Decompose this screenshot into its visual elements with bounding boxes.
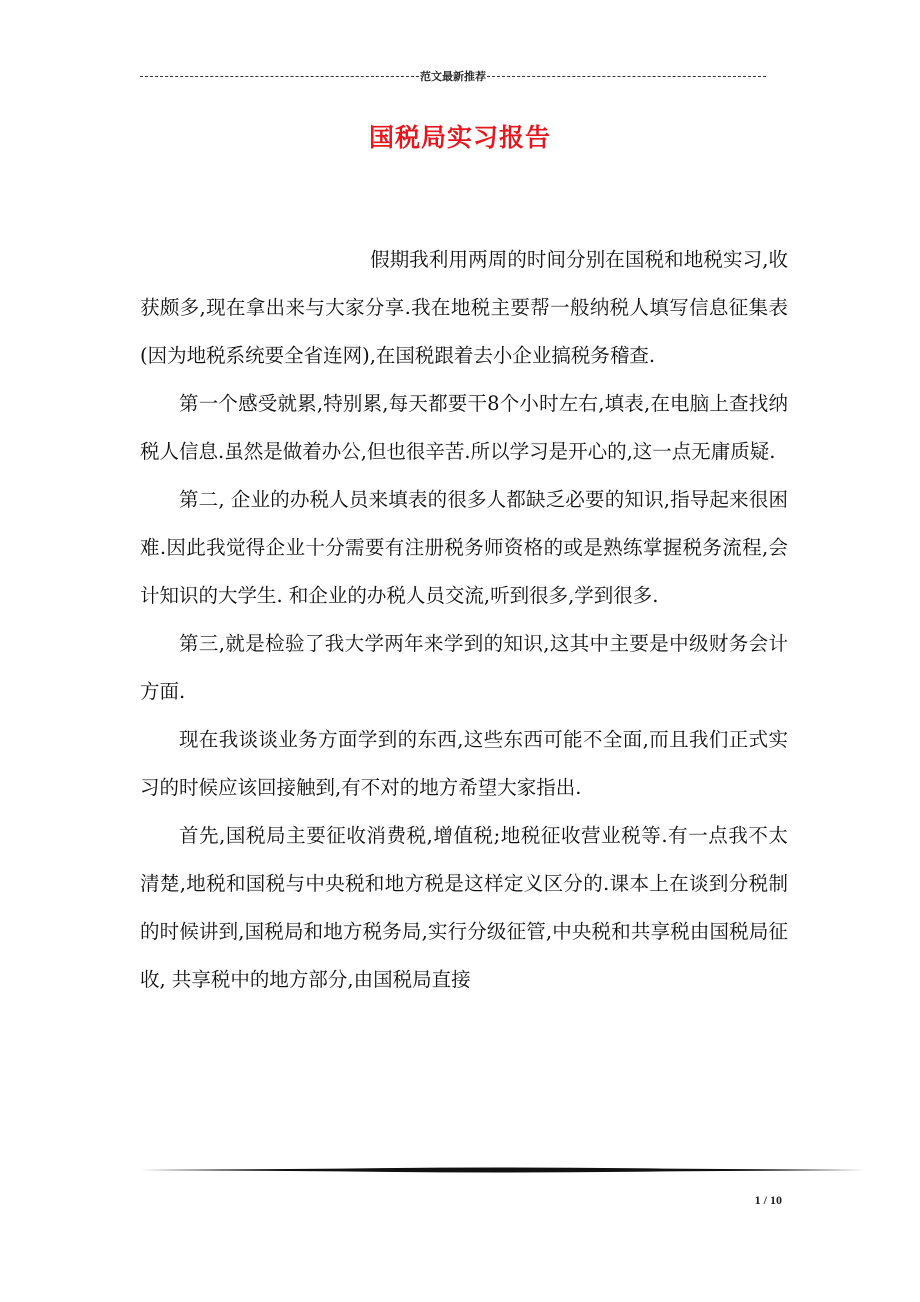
paragraph-intro: 假期我利用两周的时间分别在国税和地税实习,收获颇多,现在拿出来与大家分享.我在地税主要帮一般纳税人填写信息征集表(因为地税系统要全省连网),在国税跟着去小企业搞税务稽查. bbox=[140, 248, 788, 367]
page-number: 1 / 10 bbox=[754, 1193, 782, 1207]
header-label: 范文最新推荐 bbox=[420, 70, 486, 83]
document-body bbox=[140, 236, 788, 1004]
footer-rule bbox=[140, 1166, 864, 1174]
paragraph-business-intro: 现在我谈谈业务方面学到的东西,这些东西可能不全面,而且我们正式实习的时候应该回接触到,有不对的地方希望大家指出. bbox=[140, 728, 788, 799]
paragraph-first-impression: 第一个感受就累,特别累,每天都要干8个小时左右,填表,在电脑上查找纳税人信息.虽然是做着办公,但也很辛苦.所以学习是开心的,这一点无庸质疑. bbox=[140, 392, 788, 463]
paragraph-third-point: 第三,就是检验了我大学两年来学到的知识,这其中主要是中级财务会计方面. bbox=[140, 632, 788, 703]
header-dash-left bbox=[140, 76, 419, 77]
header-banner bbox=[140, 66, 766, 86]
paragraph-second-point: 第二, 企业的办税人员来填表的很多人都缺乏必要的知识,指导起来很困难.因此我觉得企业十分需要有注册税务师资格的或是熟练掌握税务流程,会计知识的大学生. 和企业的办税人员交流,听到很多,学到很多. bbox=[140, 488, 788, 607]
header-dash-right bbox=[487, 76, 766, 77]
document-title: 国税局实习报告 bbox=[368, 123, 551, 152]
paragraph-tax-types: 首先,国税局主要征收消费税,增值税;地税征收营业税等.有一点我不太清楚,地税和国税与中央税和地方税是这样定义区分的.课本上在谈到分税制的时候讲到,国税局和地方税务局,实行分级征管,中央税和共享税由国税局征收, 共享税中的地方部分,由国税局直接 bbox=[140, 824, 788, 991]
